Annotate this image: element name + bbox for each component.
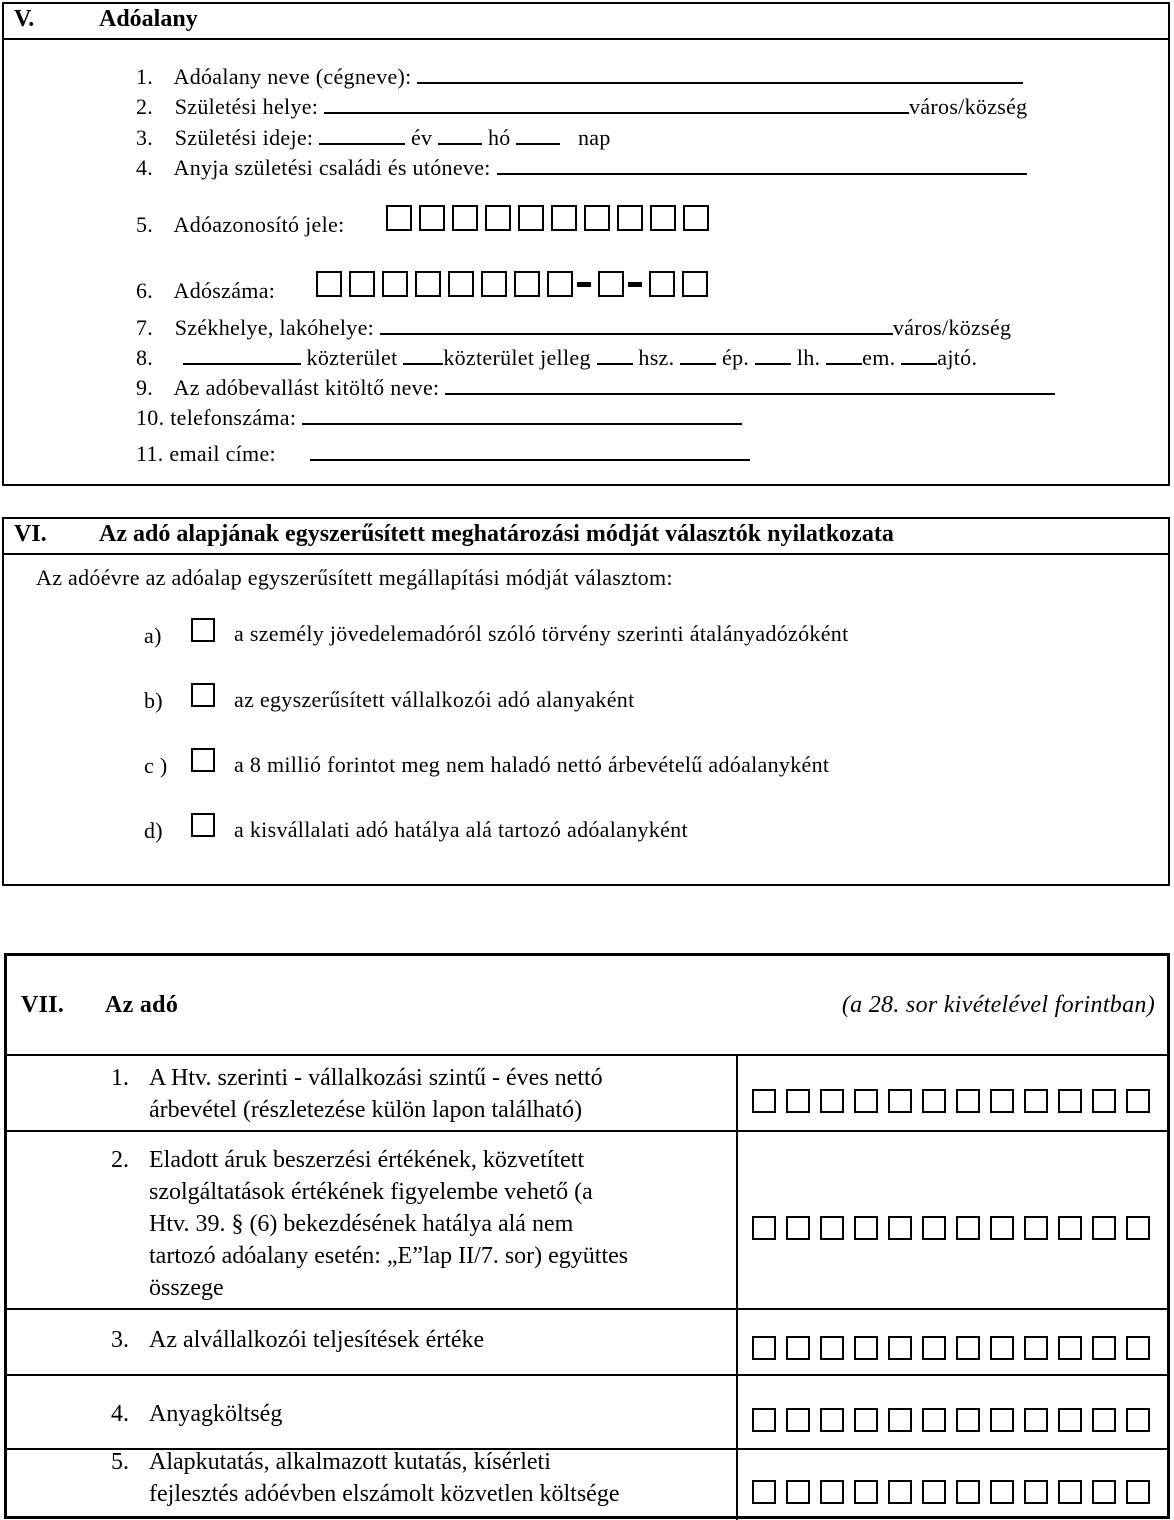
digit-box[interactable] bbox=[598, 271, 624, 297]
month-label: hó bbox=[487, 125, 511, 150]
digit-box[interactable] bbox=[854, 1408, 878, 1432]
digit-box[interactable] bbox=[752, 1480, 776, 1504]
digit-box[interactable] bbox=[922, 1089, 946, 1113]
row-line: összege bbox=[149, 1275, 224, 1301]
section-v-header bbox=[4, 4, 1168, 40]
item-number: 11. bbox=[136, 441, 164, 466]
digit-box[interactable] bbox=[481, 271, 507, 297]
field-row-7 bbox=[136, 315, 1011, 341]
digit-box[interactable] bbox=[1092, 1480, 1116, 1504]
birth-month-field[interactable] bbox=[438, 125, 482, 145]
item-number: 3. bbox=[136, 125, 154, 150]
item-number: 2. bbox=[136, 94, 154, 119]
digit-box[interactable] bbox=[854, 1336, 878, 1360]
digit-box[interactable] bbox=[1058, 1216, 1082, 1240]
item-number: 5. bbox=[136, 212, 154, 237]
section-v-title: Adóalany bbox=[99, 6, 198, 32]
filer-name-field[interactable] bbox=[445, 375, 1055, 395]
digit-box[interactable] bbox=[448, 271, 474, 297]
digit-box[interactable] bbox=[1092, 1408, 1116, 1432]
street-name-field[interactable] bbox=[183, 345, 301, 365]
row-line: A Htv. szerinti - vállalkozási szintű - éves nettó bbox=[149, 1065, 603, 1091]
digit-box[interactable] bbox=[1092, 1216, 1116, 1240]
option-a-letter: a) bbox=[144, 623, 162, 648]
street-label: közterület bbox=[306, 345, 398, 370]
table-row-4 bbox=[7, 1374, 1167, 1450]
section-v-number: V. bbox=[14, 6, 35, 32]
birth-year-field[interactable] bbox=[319, 125, 405, 145]
digit-box[interactable] bbox=[1126, 1089, 1150, 1113]
birthplace-field[interactable] bbox=[324, 94, 909, 114]
digit-box[interactable] bbox=[990, 1480, 1014, 1504]
digit-box[interactable] bbox=[1058, 1480, 1082, 1504]
digit-box[interactable] bbox=[551, 205, 577, 231]
option-a-checkbox[interactable] bbox=[191, 618, 215, 642]
row-number: 3. bbox=[111, 1327, 129, 1353]
column-divider bbox=[736, 1310, 738, 1376]
item-number: 6. bbox=[136, 278, 154, 303]
digit-box[interactable] bbox=[922, 1408, 946, 1432]
digit-box[interactable] bbox=[854, 1089, 878, 1113]
digit-box[interactable] bbox=[922, 1216, 946, 1240]
digit-box[interactable] bbox=[683, 205, 709, 231]
option-d-checkbox[interactable] bbox=[191, 813, 215, 837]
field-label-taxpayer-name: Adóalany neve (cégneve): bbox=[173, 64, 412, 89]
section-vii-number: VII. bbox=[21, 992, 65, 1018]
amount-boxes[interactable] bbox=[752, 1216, 1160, 1240]
option-d-label: a kisvállalati adó hatálya alá tartozó adóalanyként bbox=[234, 817, 688, 842]
digit-box[interactable] bbox=[1058, 1089, 1082, 1113]
digit-box[interactable] bbox=[650, 205, 676, 231]
field-row-1 bbox=[136, 64, 1023, 90]
digit-box[interactable] bbox=[786, 1408, 810, 1432]
digit-box[interactable] bbox=[514, 271, 540, 297]
table-row-3 bbox=[7, 1308, 1167, 1376]
digit-box[interactable] bbox=[752, 1216, 776, 1240]
digit-box[interactable] bbox=[386, 205, 412, 231]
amount-boxes[interactable] bbox=[752, 1336, 1160, 1360]
field-label-tax-id: Adóazonosító jele: bbox=[173, 212, 345, 237]
field-row-4 bbox=[136, 155, 1027, 181]
digit-box[interactable] bbox=[682, 271, 708, 297]
digit-box[interactable] bbox=[617, 205, 643, 231]
row-label bbox=[149, 1062, 729, 1126]
digit-box[interactable] bbox=[786, 1216, 810, 1240]
field-row-2 bbox=[136, 94, 1028, 120]
birth-day-field[interactable] bbox=[516, 125, 560, 145]
year-label: év bbox=[410, 125, 433, 150]
house-number-label: hsz. bbox=[638, 345, 675, 370]
digit-box[interactable] bbox=[1058, 1408, 1082, 1432]
field-label-birthdate: Születési ideje: bbox=[174, 125, 314, 150]
row-label bbox=[149, 1324, 729, 1356]
digit-box[interactable] bbox=[752, 1089, 776, 1113]
dash-separator bbox=[628, 282, 642, 287]
section-vi-intro: Az adóévre az adóalap egyszerűsített megállapítási módját választom: bbox=[36, 565, 673, 590]
taxpayer-name-field[interactable] bbox=[417, 64, 1023, 84]
amount-boxes[interactable] bbox=[752, 1089, 1160, 1113]
field-row-8 bbox=[136, 345, 977, 371]
option-c-checkbox[interactable] bbox=[191, 748, 215, 772]
option-c-letter: c ) bbox=[144, 753, 168, 778]
section-vii bbox=[4, 953, 1170, 1519]
digit-box[interactable] bbox=[518, 205, 544, 231]
digit-box[interactable] bbox=[854, 1480, 878, 1504]
digit-box[interactable] bbox=[1024, 1216, 1048, 1240]
digit-box[interactable] bbox=[419, 205, 445, 231]
digit-box[interactable] bbox=[888, 1480, 912, 1504]
day-label: nap bbox=[578, 125, 611, 150]
staircase-label: lh. bbox=[796, 345, 821, 370]
field-label-phone: telefonszáma: bbox=[170, 405, 297, 430]
digit-box[interactable] bbox=[854, 1216, 878, 1240]
column-divider bbox=[736, 1450, 738, 1520]
digit-box[interactable] bbox=[956, 1336, 980, 1360]
digit-box[interactable] bbox=[415, 271, 441, 297]
row-line: Htv. 39. § (6) bekezdésének hatálya alá nem bbox=[149, 1211, 574, 1237]
digit-box[interactable] bbox=[956, 1480, 980, 1504]
table-row-2 bbox=[7, 1130, 1167, 1310]
digit-box[interactable] bbox=[1126, 1408, 1150, 1432]
digit-box[interactable] bbox=[820, 1216, 844, 1240]
item-number: 7. bbox=[136, 315, 154, 340]
section-vi-header bbox=[4, 519, 1168, 555]
digit-box[interactable] bbox=[990, 1408, 1014, 1432]
column-divider bbox=[736, 1056, 738, 1132]
row-line: Az alvállalkozói teljesítések értéke bbox=[149, 1327, 485, 1353]
digit-box[interactable] bbox=[1092, 1336, 1116, 1360]
field-row-9 bbox=[136, 375, 1055, 401]
field-label-birthplace: Születési helye: bbox=[174, 94, 319, 119]
section-vii-note: (a 28. sor kivételével forintban) bbox=[841, 992, 1155, 1018]
row-label bbox=[149, 1398, 729, 1430]
row-line: tartozó adóalany esetén: „E”lap II/7. sor) együttes bbox=[149, 1243, 629, 1269]
row-line: szolgáltatások értékének figyelembe vehető (a bbox=[149, 1179, 593, 1205]
door-label: ajtó. bbox=[937, 345, 978, 370]
digit-box[interactable] bbox=[1024, 1408, 1048, 1432]
digit-box[interactable] bbox=[820, 1336, 844, 1360]
field-label-mother-name: Anyja születési családi és utóneve: bbox=[173, 155, 491, 180]
digit-box[interactable] bbox=[1126, 1336, 1150, 1360]
digit-box[interactable] bbox=[786, 1480, 810, 1504]
item-number: 9. bbox=[136, 375, 154, 400]
option-b-letter: b) bbox=[144, 688, 163, 713]
house-number-field[interactable] bbox=[597, 345, 633, 365]
digit-box[interactable] bbox=[382, 271, 408, 297]
digit-box[interactable] bbox=[584, 205, 610, 231]
row-line: Anyagköltség bbox=[149, 1401, 283, 1427]
tax-number-boxes[interactable] bbox=[316, 271, 715, 297]
digit-box[interactable] bbox=[922, 1336, 946, 1360]
digit-box[interactable] bbox=[1126, 1216, 1150, 1240]
section-vi-number: VI. bbox=[14, 521, 47, 547]
digit-box[interactable] bbox=[888, 1216, 912, 1240]
digit-box[interactable] bbox=[316, 271, 342, 297]
item-number: 1. bbox=[136, 64, 154, 89]
amount-boxes[interactable] bbox=[752, 1480, 1160, 1504]
field-label-email: email címe: bbox=[169, 441, 276, 466]
option-c-label: a 8 millió forintot meg nem haladó nettó árbevételű adóalanyként bbox=[234, 752, 830, 777]
digit-box[interactable] bbox=[990, 1336, 1014, 1360]
item-number: 10. bbox=[136, 405, 165, 430]
digit-box[interactable] bbox=[752, 1336, 776, 1360]
row-line: Eladott áruk beszerzési értékének, közvetített bbox=[149, 1147, 585, 1173]
field-row-5 bbox=[136, 212, 345, 238]
dash-separator bbox=[577, 282, 591, 287]
email-field[interactable] bbox=[310, 441, 750, 461]
item-number: 4. bbox=[136, 155, 154, 180]
street-type-field[interactable] bbox=[403, 345, 443, 365]
digit-box[interactable] bbox=[956, 1408, 980, 1432]
row-number: 5. bbox=[111, 1449, 129, 1475]
row-line: fejlesztés adóévben elszámolt közvetlen költsége bbox=[149, 1481, 620, 1507]
phone-field[interactable] bbox=[302, 405, 742, 425]
digit-box[interactable] bbox=[1058, 1336, 1082, 1360]
staircase-field[interactable] bbox=[755, 345, 791, 365]
field-row-10 bbox=[136, 405, 742, 431]
building-label: ép. bbox=[722, 345, 750, 370]
field-row-6 bbox=[136, 278, 275, 304]
floor-field[interactable] bbox=[826, 345, 862, 365]
option-b-label: az egyszerűsített vállalkozói adó alanyaként bbox=[234, 687, 635, 712]
tax-id-boxes[interactable] bbox=[386, 205, 716, 231]
section-vii-title: Az adó bbox=[105, 992, 179, 1018]
row-label bbox=[149, 1144, 729, 1304]
row-number: 2. bbox=[111, 1147, 129, 1173]
mother-name-field[interactable] bbox=[497, 155, 1027, 175]
option-b-checkbox[interactable] bbox=[191, 683, 215, 707]
section-v bbox=[2, 2, 1170, 486]
digit-box[interactable] bbox=[485, 205, 511, 231]
row-number: 4. bbox=[111, 1401, 129, 1427]
digit-box[interactable] bbox=[1092, 1089, 1116, 1113]
digit-box[interactable] bbox=[956, 1089, 980, 1113]
door-field[interactable] bbox=[901, 345, 937, 365]
field-row-3 bbox=[136, 125, 611, 151]
digit-box[interactable] bbox=[888, 1336, 912, 1360]
field-label-filer-name: Az adóbevallást kitöltő neve: bbox=[173, 375, 440, 400]
field-label-seat: Székhelye, lakóhelye: bbox=[174, 315, 375, 340]
building-field[interactable] bbox=[680, 345, 716, 365]
city-suffix: város/község bbox=[909, 94, 1028, 119]
digit-box[interactable] bbox=[786, 1089, 810, 1113]
digit-box[interactable] bbox=[349, 271, 375, 297]
field-label-tax-number: Adószáma: bbox=[173, 278, 276, 303]
digit-box[interactable] bbox=[820, 1480, 844, 1504]
amount-boxes[interactable] bbox=[752, 1408, 1160, 1432]
section-vi bbox=[2, 517, 1170, 886]
item-number: 8. bbox=[136, 345, 154, 370]
column-divider bbox=[736, 1132, 738, 1310]
floor-label: em. bbox=[862, 345, 896, 370]
digit-box[interactable] bbox=[1024, 1480, 1048, 1504]
digit-box[interactable] bbox=[1126, 1480, 1150, 1504]
row-line: árbevétel (részletezése külön lapon található) bbox=[149, 1097, 583, 1123]
digit-box[interactable] bbox=[1024, 1336, 1048, 1360]
digit-box[interactable] bbox=[820, 1408, 844, 1432]
section-vi-title: Az adó alapjának egyszerűsített meghatározási módját választók nyilatkozata bbox=[99, 521, 894, 547]
digit-box[interactable] bbox=[452, 205, 478, 231]
digit-box[interactable] bbox=[820, 1089, 844, 1113]
table-row-1 bbox=[7, 1054, 1167, 1132]
street-type-label: közterület jelleg bbox=[443, 345, 591, 370]
digit-box[interactable] bbox=[649, 271, 675, 297]
digit-box[interactable] bbox=[547, 271, 573, 297]
seat-field[interactable] bbox=[380, 315, 893, 335]
digit-box[interactable] bbox=[888, 1408, 912, 1432]
table-row-5 bbox=[7, 1448, 1167, 1520]
digit-box[interactable] bbox=[990, 1089, 1014, 1113]
city-suffix: város/község bbox=[892, 315, 1012, 340]
row-line: Alapkutatás, alkalmazott kutatás, kísérleti bbox=[149, 1449, 551, 1475]
row-label bbox=[149, 1446, 729, 1510]
row-number: 1. bbox=[111, 1065, 129, 1091]
digit-box[interactable] bbox=[922, 1480, 946, 1504]
digit-box[interactable] bbox=[786, 1336, 810, 1360]
digit-box[interactable] bbox=[990, 1216, 1014, 1240]
option-d-letter: d) bbox=[144, 818, 163, 843]
option-a-label: a személy jövedelemadóról szóló törvény szerinti átalányadózóként bbox=[234, 621, 849, 646]
digit-box[interactable] bbox=[1024, 1089, 1048, 1113]
digit-box[interactable] bbox=[956, 1216, 980, 1240]
digit-box[interactable] bbox=[888, 1089, 912, 1113]
field-row-11 bbox=[136, 441, 750, 467]
column-divider bbox=[736, 1376, 738, 1450]
digit-box[interactable] bbox=[752, 1408, 776, 1432]
